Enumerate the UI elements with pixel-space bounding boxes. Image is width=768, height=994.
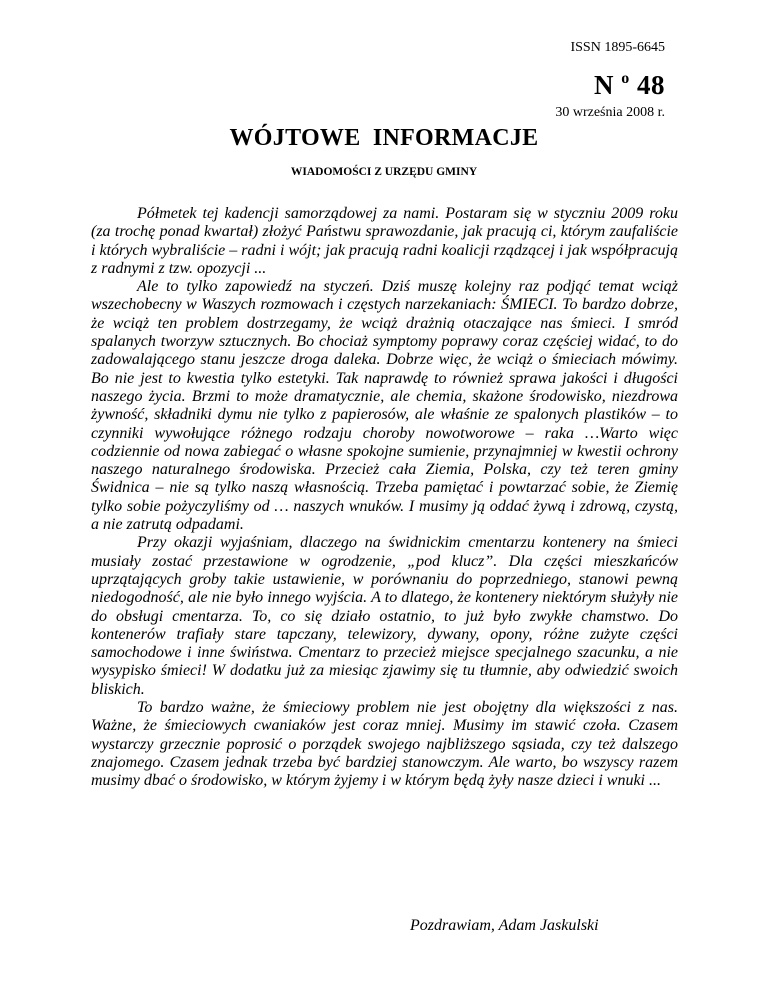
article-body [91, 205, 678, 791]
page-title: WÓJTOWE INFORMACJE [229, 125, 539, 151]
issue-date: 30 września 2008 r. [555, 105, 665, 120]
issue-number-value: 48 [637, 70, 665, 100]
paragraph-3: Przy okazji wyjaśniam, dlaczego na świdnickim cmentarzu kontenery na śmieci musiały zostać przestawione w ogrodzenie, „pod klucz”. Dla części mieszkańców uprzątających groby takie ustawienie, w porównaniu do poprzedniego, stanowi pewną niedogodność, ale nie było innego wyjścia. A to dlatego, że kontenery niektórym służyły nie do obsługi cmentarza. To, co się działo ostatnio, to już było zwykłe chamstwo. Do kontenerów trafiały stare tapczany, telewizory, dywany, opony, różne zużyte części samochodowe i inne świństwa. Cmentarz to przecież miejsce specjalnego szacunku, a nie wysypisko śmieci! W dodatku już za miesiąc zjawimy się tu tłumnie, aby odwiedzić swoich bliskich. [91, 534, 678, 698]
signature: Pozdrawiam, Adam Jaskulski [410, 917, 599, 934]
issn-number: ISSN 1895-6645 [570, 40, 665, 55]
issue-number [555, 63, 665, 101]
paragraph-4: To bardzo ważne, że śmieciowy problem nie jest obojętny dla większości z nas. Ważne, że śmieciowych cwaniaków jest coraz mniej. Musimy im stawić czoła. Czasem wystarczy grzecznie poprosić o porządek swojego najbliższego sąsiada, czy też dalszego znajomego. Czasem jednak trzeba być bardziej stanowczym. Ale warto, bo wszyscy razem musimy dbać o środowisko, w którym żyjemy i w którym będą żyły nasze dzieci i wnuki ... [91, 699, 678, 790]
masthead [555, 39, 665, 121]
issue-sup: o [621, 70, 630, 87]
paragraph-2: Ale to tylko zapowiedź na styczeń. Dziś muszę kolejny raz podjąć temat wciąż wszechobecny w Waszych rozmowach i częstych narzekaniach: ŚMIECI. To bardzo dobrze, że wciąż ten problem dostrzegamy, że wciąż drażnią otaczające nas śmieci. I smród spalanych tworzyw sztucznych. Bo chociaż symptomy poprawy coraz częściej widać, to do zadowalającego stanu jeszcze droga daleka. Dobrze więc, że wciąż o śmieciach mówimy. Bo nie jest to kwestia tylko estetyki. Tak naprawdę to również sprawa jakości i długości naszego życia. Brzmi to może dramatycznie, ale chemia, skażone środowisko, niezdrowa żywność, składniki dymu nie tylko z papierosów, ale właśnie ze spalonych plastików – to czynniki wywołujące różnego rodzaju choroby nowotworowe – raka …Warto więc codziennie od nowa zabiegać o własne spokojne sumienie, przynajmniej w kwestii ochrony naszego naturalnego środowiska. Przecież cała Ziemia, Polska, czy też teren gminy Świdnica – nie są tylko naszą własnością. Trzeba pamiętać i powtarzać sobie, że Ziemię tylko sobie pożyczyliśmy od … naszych wnuków. I musimy ją oddać żywą i zdrową, czystą, a nie zatrutą odpadami. [91, 278, 678, 534]
paragraph-1: Półmetek tej kadencji samorządowej za nami. Postaram się w styczniu 2009 roku (za trochę ponad kwartał) złożyć Państwu sprawozdanie, jak pracują ci, którym zaufaliście i których wybraliście – radni i wójt; jak pracują radni koalicji rządzącej i jak współpracują z radnymi z tzw. opozycji ... [91, 205, 678, 277]
page-subtitle: WIADOMOŚCI Z URZĘDU GMINY [290, 166, 478, 178]
issue-prefix: N [594, 70, 614, 100]
